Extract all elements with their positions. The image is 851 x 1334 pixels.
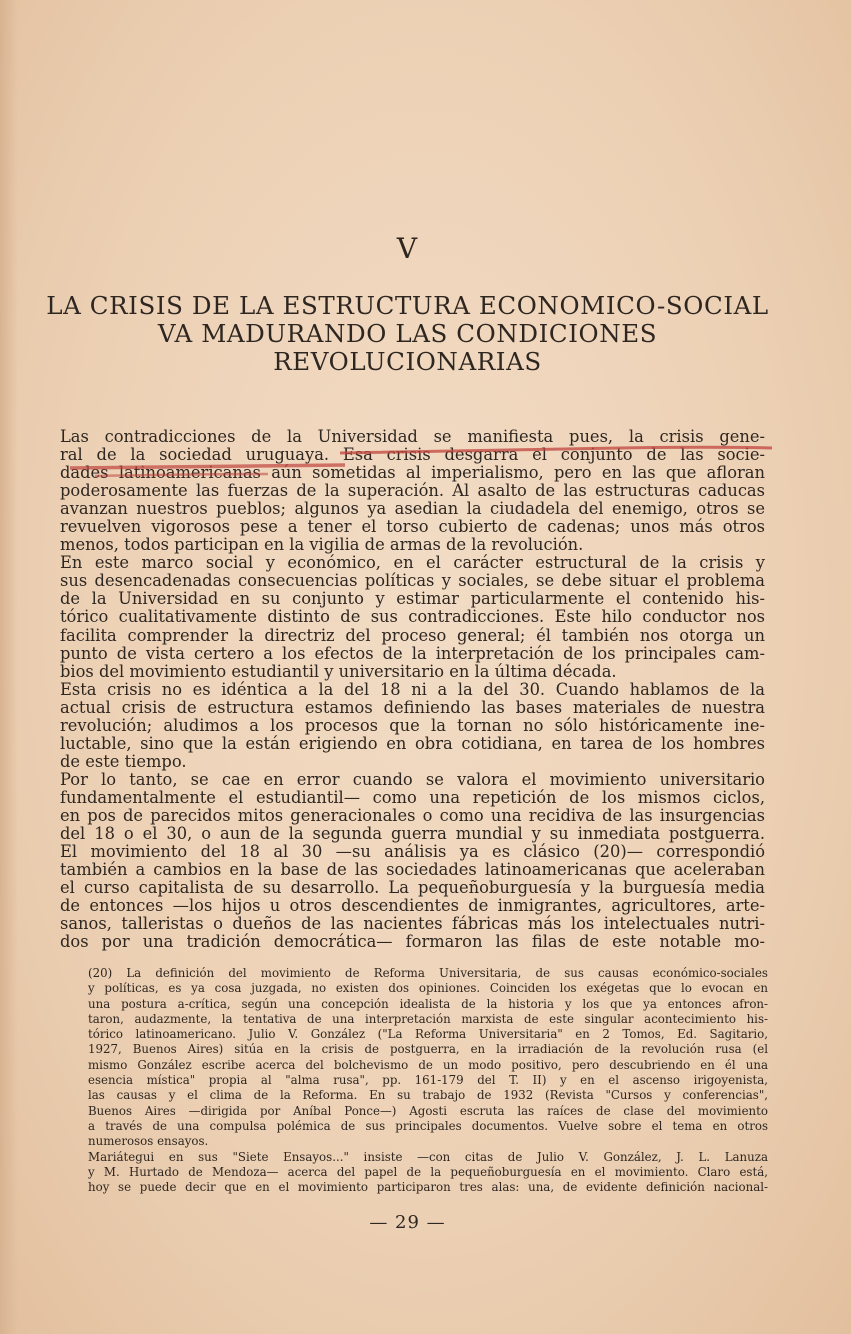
body-line: Las contradicciones de la Universidad se manifiesta pues, la crisis gene- bbox=[60, 427, 765, 446]
body-line: luctable, sino que la están erigiendo en obra cotidiana, en tarea de los hombres bbox=[60, 733, 765, 753]
body-line: también a cambios en la base de las sociedades latinoamericanas que aceleraban bbox=[60, 860, 765, 880]
body-line: sus desencadenadas consecuencias políticas y sociales, se debe situar el problema bbox=[60, 571, 765, 591]
body-line: punto de vista certero a los efectos de la interpretación de los principales cam- bbox=[60, 643, 765, 663]
footnote-line: Mariátegui en sus "Siete Ensayos..." insiste —con citas de Julio V. González, J. L. Lanuza bbox=[88, 1149, 768, 1164]
body-line: dades latinoamericanas aún sometidas al imperialismo, pero en las que afloran bbox=[60, 463, 765, 483]
page-number: — 29 — bbox=[369, 1212, 446, 1233]
body-line: de entonces —los hijos u otros descendientes de inmigrantes, agricultores, arte- bbox=[60, 896, 765, 916]
body-line: sanos, talleristas o dueños de las nacientes fábricas más los intelectuales nutri- bbox=[60, 914, 765, 934]
footnote-line: Buenos Aires —dirigida por Aníbal Ponce—) Agosti escruta las raíces de clase del movimiento bbox=[88, 1103, 768, 1118]
body-line: poderosamente las fuerzas de la superación. Al asalto de las estructuras caducas bbox=[60, 481, 765, 501]
footnote-line: taron, audazmente, la tentativa de una interpretación marxista de este singular acontecimiento his- bbox=[88, 1011, 768, 1026]
body-text bbox=[60, 428, 765, 951]
body-line: tórico cualitativamente distinto de sus contradicciones. Este hilo conductor nos bbox=[60, 607, 765, 627]
footnote-line: a través de una compulsa polémica de sus principales documentos. Vuelve sobre el tema en otros bbox=[88, 1118, 768, 1133]
body-line: menos, todos participan en la vigilia de armas de la revolución. bbox=[60, 535, 584, 555]
body-line: fundamentalmente el estudiantil— como una repetición de los mismos ciclos, bbox=[60, 787, 765, 807]
body-line: bios del movimiento estudiantil y universitario en la última década. bbox=[60, 661, 617, 681]
body-line: actual crisis de estructura estamos definiendo las bases materiales de nuestra bbox=[60, 697, 765, 717]
footnote-line: tórico latinoamericano. Julio V. González ("La Reforma Universitaria" en 2 Tomos, Ed. Sagitario, bbox=[88, 1027, 768, 1042]
chapter-title bbox=[40, 292, 775, 376]
footnote-line: y M. Hurtado de Mendoza— acerca del papel de la pequeñoburguesía en el movimiento. Claro está, bbox=[88, 1164, 768, 1179]
chapter-title-line: LA CRISIS DE LA ESTRUCTURA ECONOMICO-SOCIAL bbox=[46, 291, 769, 320]
body-line: el curso capitalista de su desarrollo. La pequeñoburguesía y la burguesía media bbox=[60, 878, 765, 898]
footnote-line: (20) La definición del movimiento de Reforma Universitaria, de sus causas económico-sociales bbox=[88, 966, 768, 980]
body-line: Esta crisis no es idéntica a la del 18 ni a la del 30. Cuando hablamos de la bbox=[60, 679, 765, 699]
footnote-line: esencia mística" propia al "alma rusa", pp. 161-179 del T. II) y en el ascenso irigoyenista, bbox=[88, 1073, 768, 1088]
chapter-title-line: REVOLUCIONARIAS bbox=[273, 347, 542, 376]
footnote-line: una postura a-crítica, según una concepción idealista de la historia y los que ya entonces afron- bbox=[88, 996, 768, 1011]
chapter-number: V bbox=[396, 232, 419, 265]
body-line: avanzan nuestros pueblos; algunos ya asedian la ciudadela del enemigo, otros se bbox=[60, 499, 765, 519]
footnote-line: y políticas, es ya cosa juzgada, no existen dos opiniones. Coinciden los exégetas que lo evocan en bbox=[88, 981, 768, 996]
footnotes bbox=[88, 966, 768, 1195]
body-line: revuelven vigorosos pese a tener el torso cubierto de cadenas; unos más otros bbox=[60, 517, 765, 537]
footnote-line: 1927, Buenos Aires) sitúa en la crisis de postguerra, en la irradiación de la revolución rusa (el bbox=[88, 1042, 768, 1057]
body-line: Por lo tanto, se cae en error cuando se valora el movimiento universitario bbox=[60, 769, 765, 789]
footnote-line: las causas y el clima de la Reforma. En su trabajo de 1932 (Revista "Cursos y conferencias", bbox=[88, 1088, 768, 1103]
body-line: dos por una tradición democrática— formaron las filas de este notable mo- bbox=[60, 932, 765, 952]
body-line: revolución; aludimos a los procesos que la tornan no sólo históricamente ine- bbox=[60, 715, 765, 735]
body-line: ral de la sociedad uruguaya. Esa crisis desgarra el conjunto de las socie- bbox=[60, 445, 765, 465]
footnote-line: numerosos ensayos. bbox=[88, 1134, 209, 1149]
body-line: El movimiento del 18 al 30 —su análisis ya es clásico (20)— correspondió bbox=[60, 842, 765, 862]
body-line: de la Universidad en su conjunto y estimar particularmente el contenido his- bbox=[60, 589, 765, 609]
body-line: de este tiempo. bbox=[60, 751, 187, 771]
body-line: En este marco social y económico, en el carácter estructural de la crisis y bbox=[60, 553, 765, 573]
chapter-title-line: VA MADURANDO LAS CONDICIONES bbox=[157, 319, 658, 348]
footnote-line: mismo González escribe acerca del bolchevismo de un modo positivo, pero descubriendo en él una bbox=[88, 1057, 768, 1072]
body-line: en pos de parecidos mitos generacionales o como una recidiva de las insurgencias bbox=[60, 805, 765, 825]
footnote-line: hoy se puede decir que en el movimiento participaron tres alas: una, de evidente definición nacional- bbox=[88, 1180, 768, 1195]
body-line: facilita comprender la directriz del proceso general; él también nos otorga un bbox=[60, 625, 765, 645]
body-line: del 18 o el 30, o aun de la segunda guerra mundial y su inmediata postguerra. bbox=[60, 824, 765, 844]
